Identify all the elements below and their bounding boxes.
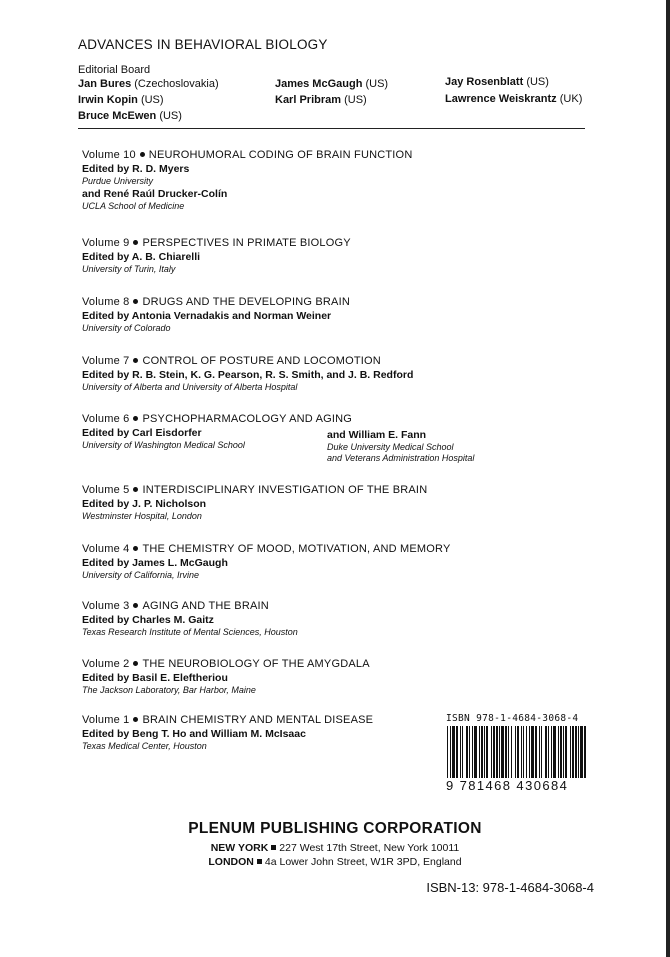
barcode-bar [572, 726, 574, 778]
volume-editors: Edited by A. B. Chiarelli [82, 251, 201, 263]
volume-editors: and William E. Fann [327, 429, 427, 441]
barcode-bar [499, 726, 500, 778]
board-member: Irwin Kopin (US) [78, 94, 164, 106]
volume-entry [82, 600, 298, 637]
volume-entry [82, 149, 412, 211]
barcode-bar [553, 726, 556, 778]
barcode-bar [484, 726, 485, 778]
volume-affiliation: University of California, Irvine [82, 570, 200, 580]
page-edge [666, 0, 670, 957]
barcode-bar [508, 726, 509, 778]
bullet-icon [140, 152, 145, 157]
volume-heading: Volume 1 BRAIN CHEMISTRY AND MENTAL DISEASE [82, 714, 374, 726]
barcode-bar [563, 726, 564, 778]
barcode-bar [474, 726, 477, 778]
barcode-bar [447, 726, 448, 778]
barcode-bar [511, 726, 512, 778]
barcode-bar [515, 726, 516, 778]
publisher-address-ny: NEW YORK 227 West 17th Street, New York 10011 [210, 842, 460, 854]
barcode-bar [584, 726, 586, 778]
volume-heading: Volume 7 CONTROL OF POSTURE AND LOCOMOTION [82, 355, 381, 367]
bullet-icon [133, 358, 138, 363]
editorial-board-label: Editorial Board [78, 64, 151, 76]
volume-affiliation: and Veterans Administration Hospital [327, 453, 475, 463]
volume-entry [82, 714, 373, 751]
volume-entry [82, 658, 370, 695]
barcode-bar [501, 726, 504, 778]
volume-entry [82, 296, 350, 333]
barcode-bar [472, 726, 473, 778]
volume-heading: Volume 3 AGING AND THE BRAIN [82, 600, 269, 612]
volume-editors: Edited by J. P. Nicholson [82, 498, 207, 510]
barcode-bar [551, 726, 552, 778]
barcode-bar [486, 726, 488, 778]
volume-affiliation: UCLA School of Medicine [82, 201, 185, 211]
bullet-icon [133, 661, 138, 666]
volume-heading: Volume 8 DRUGS AND THE DEVELOPING BRAIN [82, 296, 350, 308]
bullet-icon [133, 546, 138, 551]
volume-heading: Volume 10 NEUROHUMORAL CODING OF BRAIN FUNCTION [82, 149, 413, 161]
board-member: Lawrence Weiskrantz (UK) [445, 93, 583, 105]
square-bullet-icon [257, 859, 262, 864]
volume-editors: Edited by Charles M. Gaitz [82, 614, 214, 626]
volume-editors: and René Raúl Drucker-Colín [82, 188, 228, 200]
bullet-icon [133, 717, 138, 722]
barcode-bar [558, 726, 559, 778]
divider-rule [78, 128, 585, 129]
barcode-bar [541, 726, 542, 778]
barcode-bar [545, 726, 547, 778]
volume-editors: Edited by R. D. Myers [82, 163, 190, 175]
barcode-bar [565, 726, 567, 778]
barcode-bar [535, 726, 537, 778]
volume-entry [82, 237, 351, 274]
volume-affiliation: University of Turin, Italy [82, 264, 176, 274]
barcode-bar [578, 726, 579, 778]
board-member: Karl Pribram (US) [275, 94, 367, 106]
volume-entry [82, 484, 427, 521]
barcode-bar [460, 726, 461, 778]
volume-affiliation: Texas Medical Center, Houston [82, 741, 207, 751]
publisher-address-london: LONDON 4a Lower John Street, W1R 3PD, England [208, 856, 462, 868]
square-bullet-icon [271, 845, 276, 850]
volume-affiliation: Duke University Medical School [327, 442, 454, 452]
volume-affiliation: The Jackson Laboratory, Bar Harbor, Maine [82, 685, 256, 695]
board-member: James McGaugh (US) [275, 78, 389, 90]
barcode-bar [523, 726, 524, 778]
barcode-bar [462, 726, 463, 778]
barcode-bar [570, 726, 571, 778]
barcode-bar [481, 726, 483, 778]
barcode-bar [505, 726, 507, 778]
volume-affiliation: Purdue University [82, 176, 154, 186]
volume-editors: Edited by Carl Eisdorfer [82, 427, 202, 439]
barcode-bar [479, 726, 480, 778]
barcode-bar [450, 726, 451, 778]
barcode-bar [560, 726, 562, 778]
volume-affiliation: University of Alberta and University of Alberta Hospital [82, 382, 298, 392]
volume-entry [82, 355, 413, 392]
barcode-bar [493, 726, 495, 778]
barcode-bar [491, 726, 492, 778]
publisher-name: PLENUM PUBLISHING CORPORATION [188, 820, 482, 837]
board-member: Bruce McEwen (US) [78, 110, 182, 122]
barcode-bar [452, 726, 455, 778]
volume-editors: Edited by James L. McGaugh [82, 557, 228, 569]
volume-editors: Edited by Basil E. Eleftheriou [82, 672, 228, 684]
bullet-icon [133, 240, 138, 245]
barcode-bar [517, 726, 519, 778]
volume-entry [82, 543, 451, 580]
board-member: Jan Bures (Czechoslovakia) [78, 78, 219, 90]
barcode-bar [575, 726, 577, 778]
volume-editors: Edited by Beng T. Ho and William M. McIsaac [82, 728, 306, 740]
barcode-bar [456, 726, 458, 778]
bullet-icon [133, 487, 138, 492]
barcode-bar [469, 726, 470, 778]
volume-affiliation: Texas Research Institute of Mental Sciences, Houston [82, 627, 298, 637]
series-title: ADVANCES IN BEHAVIORAL BIOLOGY [78, 37, 328, 52]
barcode-bar [531, 726, 534, 778]
volume-editors: Edited by Antonia Vernadakis and Norman Weiner [82, 310, 332, 322]
barcode-digits: 9 781468 430684 [446, 778, 569, 793]
barcode-bar [466, 726, 468, 778]
bullet-icon [133, 603, 138, 608]
barcode-isbn-text: ISBN 978-1-4684-3068-4 [446, 713, 579, 724]
volume-affiliation: University of Colorado [82, 323, 171, 333]
volume-editors: Edited by R. B. Stein, K. G. Pearson, R. S. Smith, and J. B. Redford [82, 369, 414, 381]
volume-heading: Volume 4 THE CHEMISTRY OF MOOD, MOTIVATION, AND MEMORY [82, 543, 451, 555]
barcode-bar [580, 726, 583, 778]
barcode-bar [529, 726, 530, 778]
barcode-image [446, 726, 588, 778]
volume-entry [82, 413, 542, 463]
barcode-bar [521, 726, 522, 778]
bullet-icon [133, 416, 138, 421]
bullet-icon [133, 299, 138, 304]
volume-heading: Volume 5 INTERDISCIPLINARY INVESTIGATION OF THE BRAIN [82, 484, 428, 496]
volume-heading: Volume 9 PERSPECTIVES IN PRIMATE BIOLOGY [82, 237, 351, 249]
volume-heading: Volume 2 THE NEUROBIOLOGY OF THE AMYGDALA [82, 658, 370, 670]
board-member: Jay Rosenblatt (US) [445, 76, 549, 88]
volume-heading: Volume 6 PSYCHOPHARMACOLOGY AND AGING [82, 413, 353, 425]
volume-affiliation: University of Washington Medical School [82, 440, 245, 450]
barcode-bar [548, 726, 549, 778]
barcode-bar [496, 726, 498, 778]
barcode-bar [526, 726, 527, 778]
volume-affiliation: Westminster Hospital, London [82, 511, 202, 521]
isbn-13: ISBN-13: 978-1-4684-3068-4 [426, 880, 594, 895]
barcode-bar [539, 726, 540, 778]
